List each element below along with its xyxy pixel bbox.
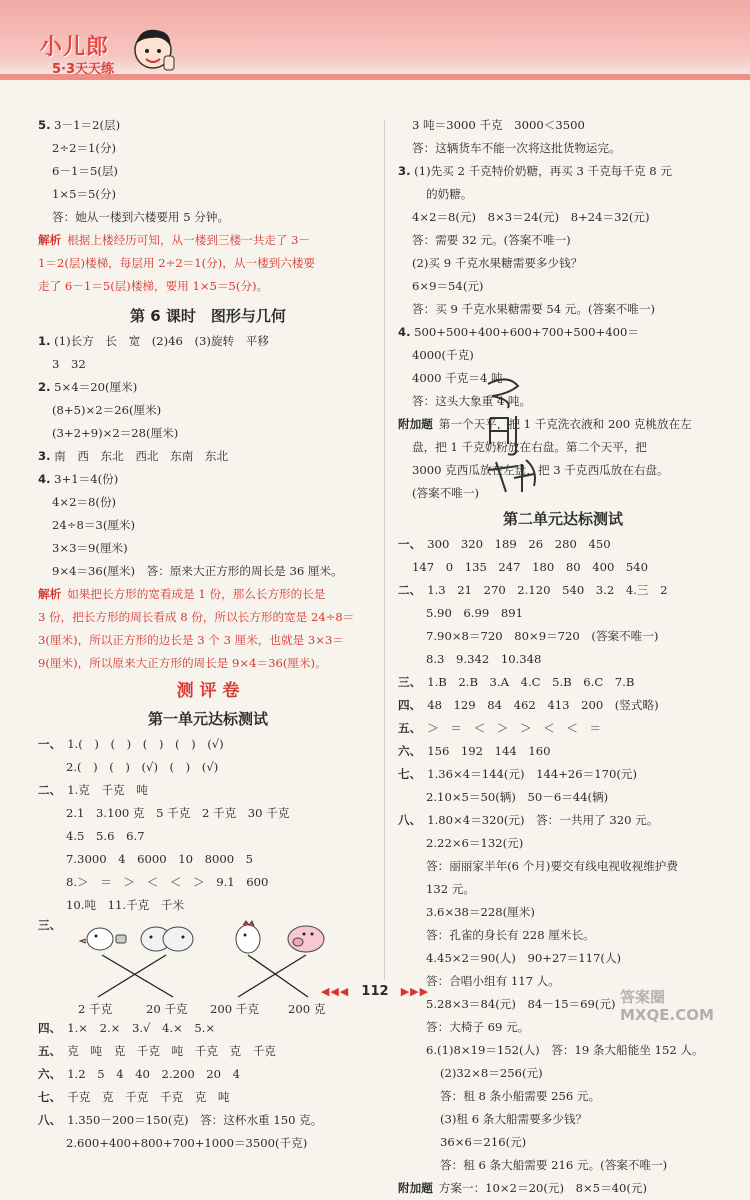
question-number: 三、 — [38, 918, 62, 932]
answer-line: 6×9＝54(元) — [412, 279, 484, 293]
bonus-tag: 附加题 — [398, 1181, 433, 1195]
answer-line: 答：需要 32 元。(答案不唯一) — [412, 233, 571, 247]
answer-line: 答：这头大象重 4 吨。 — [412, 394, 532, 408]
answer-line: 3 32 — [52, 357, 86, 371]
answer-line: 答：合唱小组有 117 人。 — [426, 974, 560, 988]
answer-line: 7.90×8＝720 80×9＝720 (答案不唯一) — [426, 629, 659, 643]
chicken-icon — [236, 921, 260, 953]
answer-line: (3)租 6 条大船需要多少钱？ — [440, 1112, 588, 1126]
answer-line: (8+5)×2＝26(厘米) — [52, 403, 162, 417]
answer-line: (2)32×8＝256(元) — [440, 1066, 543, 1080]
answer-line: 答：租 8 条小船需要 256 元。 — [440, 1089, 601, 1103]
answer-line: 4. 500+500+400+600+700+500+400＝ — [398, 325, 639, 339]
answer-line: 一、 300 320 189 26 280 450 — [398, 537, 611, 551]
analysis-tag: 解析 — [38, 233, 62, 247]
answer-line: 8.＞ ＝ ＞ ＜ ＜ ＞ 9.1 600 — [66, 875, 269, 889]
bonus-line: 附加题 第一个天平，把 1 千克洗衣液和 200 克桃放在左 — [398, 417, 692, 431]
answer-line: 四、 48 129 84 462 413 200 (竖式略) — [398, 698, 659, 712]
answer-line: 五、 ＞ ＝ ＜ ＞ ＞ ＜ ＜ ＝ — [398, 721, 602, 735]
answer-line: 八、 1.350－200＝150(克) 答：这杯水重 150 克。 — [38, 1113, 323, 1127]
unit-heading: 第二单元达标测试 — [502, 510, 623, 528]
answer-line: 一、 1.( ) ( ) ( ) ( ) (√) — [38, 737, 224, 751]
weight-matching-figure — [38, 917, 378, 1017]
answer-line: 四、 1.× 2.× 3.√ 4.× 5.× — [38, 1021, 216, 1035]
answer-line: 八、 1.80×4＝320(元) 答：一共用了 320 元。 — [398, 813, 659, 827]
weight-label: 200 千克 — [210, 1002, 260, 1016]
answer-line: 3. 南 西 东北 西北 东南 东北 — [38, 449, 229, 463]
answer-line: 6.(1)8×19＝152(人) 答：19 条大船能坐 152 人。 — [426, 1043, 704, 1057]
answer-line: 4×2＝8(份) — [52, 495, 117, 509]
answer-line: 3.6×38＝228(厘米) — [426, 905, 535, 919]
answer-line: 4. 3+1＝4(份) — [38, 472, 119, 486]
page-number: 112 — [361, 984, 389, 999]
analysis-line: 3 份，把长方形的周长看成 8 份，所以长方形的宽是 24÷8＝ — [38, 610, 355, 624]
bonus-line: 3000 克西瓜放在左盘，把 3 千克西瓜放在右盘。 — [412, 463, 669, 477]
right-column — [398, 114, 728, 1200]
answer-line: 七、 1.36×4＝144(元) 144+26＝170(元) — [398, 767, 638, 781]
weight-label: 2 千克 — [78, 1002, 113, 1016]
answer-line: 答：这辆货车不能一次将这批货物运完。 — [412, 141, 621, 155]
answer-line: 36×6＝216(元) — [440, 1135, 527, 1149]
answer-line: 9×4＝36(厘米) 答：原来大正方形的周长是 36 厘米。 — [52, 564, 343, 578]
answer-line: 答：丽丽家半年(6 个月)要交有线电视收视维护费 — [426, 859, 678, 873]
answer-line: 4000(千克) — [412, 348, 474, 362]
arrows-right-icon: ▶▶▶ — [400, 985, 430, 998]
answer-line: 4×2＝8(元) 8×3＝24(元) 8+24＝32(元) — [412, 210, 650, 224]
column-divider — [384, 120, 385, 980]
answer-line: 六、 1.2 5 4 40 2.200 20 4 — [38, 1067, 241, 1081]
bonus-tag: 附加题 — [398, 417, 433, 431]
answer-line: 2.22×6＝132(元) — [426, 836, 524, 850]
answer-line: 3. (1)先买 2 千克特价奶糖，再买 3 千克每千克 8 元 — [398, 164, 672, 178]
answer-line: 七、 千克 克 千克 千克 克 吨 — [38, 1090, 230, 1104]
answer-line: 7.3000 4 6000 10 8000 5 — [66, 852, 254, 866]
answer-line: 2.( ) ( ) (√) ( ) (√) — [66, 760, 219, 774]
arrows-left-icon: ◀◀◀ — [320, 985, 350, 998]
lesson-heading: 第 6 课时 图形与几何 — [130, 307, 286, 325]
handwriting-scribble — [478, 374, 548, 494]
answer-line: 132 元。 — [426, 882, 476, 896]
answer-line: 2.10×5＝50(辆) 50－6＝44(辆) — [426, 790, 609, 804]
analysis-line: 走了 6－1＝5(层)楼梯，要用 1×5＝5(分)。 — [38, 279, 269, 293]
weight-label: 200 克 — [288, 1002, 326, 1016]
watermark: 答案圈 MXQE.COM — [620, 988, 714, 1024]
series-name: 5·3天天练 — [52, 62, 115, 77]
weight-label: 20 千克 — [146, 1002, 188, 1016]
bonus-line: 盘，把 1 千克奶粉放在右盘。第二个天平，把 — [412, 440, 648, 454]
answer-line: 答：买 9 千克水果糖需要 54 元。(答案不唯一) — [412, 302, 656, 316]
answer-line: 1×5＝5(分) — [52, 187, 117, 201]
answer-line: 5.90 6.99 891 — [426, 606, 523, 620]
answer-line: 3 吨＝3000 千克 3000＜3500 — [412, 118, 585, 132]
answer-line: 答：大椅子 69 元。 — [426, 1020, 530, 1034]
mascot-boy-icon — [128, 24, 178, 76]
answer-line: 五、 克 吨 克 千克 吨 千克 克 千克 — [38, 1044, 276, 1058]
answer-line: 三、 1.B 2.B 3.A 4.C 5.B 6.C 7.B — [398, 675, 635, 689]
answer-line: 2.600+400+800+700+1000＝3500(千克) — [66, 1136, 308, 1150]
unit-heading: 第一单元达标测试 — [147, 710, 268, 728]
answer-line: 24÷8＝3(厘米) — [52, 518, 136, 532]
analysis-line: 1＝2(层)楼梯，每层用 2÷2＝1(分)，从一楼到六楼要 — [38, 256, 316, 270]
answer-line: 的奶糖。 — [426, 187, 473, 201]
answer-line: 5. 3－1＝2(层) — [38, 118, 121, 132]
answer-line: 4.5 5.6 6.7 — [66, 829, 145, 843]
analysis-tag: 解析 — [38, 587, 62, 601]
answer-line: 二、 1.克 千克 吨 — [38, 783, 148, 797]
bonus-line: 附加题 方案一：10×2＝20(元) 8×5＝40(元) — [398, 1181, 648, 1195]
test-section-title: 测 评 卷 — [176, 681, 240, 701]
pig-icon — [288, 926, 324, 952]
answer-line: 3×3＝9(厘米) — [52, 541, 128, 555]
answer-line: 6－1＝5(层) — [52, 164, 118, 178]
answer-line: (2)买 9 千克水果糖需要多少钱？ — [412, 256, 583, 270]
answer-line: 答：她从一楼到六楼要用 5 分钟。 — [52, 210, 230, 224]
answer-line: 答：孔雀的身长有 228 厘米长。 — [426, 928, 595, 942]
answer-line: 4000 千克＝4 吨 — [412, 371, 503, 385]
answer-line: 2÷2＝1(分) — [52, 141, 117, 155]
answer-line: 六、 156 192 144 160 — [398, 744, 551, 758]
answer-line: 答：租 6 条大船需要 216 元。(答案不唯一) — [440, 1158, 668, 1172]
answer-line: 10.吨 11.千克 千米 — [66, 898, 185, 912]
sheep-pair-icon — [141, 927, 193, 951]
answer-line: 4.45×2＝90(人) 90+27＝117(人) — [426, 951, 622, 965]
answer-line: 2.1 3.100 克 5 千克 2 千克 30 千克 — [66, 806, 290, 820]
analysis-line: 解析 如果把长方形的宽看成是 1 份，那么长方形的长是 — [38, 587, 326, 601]
brand-logo: 小儿郎 — [40, 35, 110, 60]
answer-line: 2. 5×4＝20(厘米) — [38, 380, 138, 394]
bonus-line: (答案不唯一) — [412, 486, 480, 500]
answer-line: 147 0 135 247 180 80 400 540 — [412, 560, 649, 574]
analysis-line: 3(厘米)，所以正方形的边长是 3 个 3 厘米，也就是 3×3＝ — [38, 633, 344, 647]
answer-line: 5.28×3＝84(元) 84－15＝69(元) — [426, 997, 616, 1011]
answer-line: (3+2+9)×2＝28(厘米) — [52, 426, 179, 440]
analysis-line: 9(厘米)，所以原来大正方形的周长是 9×4＝36(厘米)。 — [38, 656, 327, 670]
answer-line: 8.3 9.342 10.348 — [426, 652, 542, 666]
answer-line: 二、 1.3 21 270 2.120 540 3.2 4.三 2 — [398, 583, 668, 597]
analysis-line: 解析 根据上楼经历可知，从一楼到三楼一共走了 3－ — [38, 233, 311, 247]
answer-line: 1. (1)长方 长 宽 (2)46 (3)旋转 平移 — [38, 334, 269, 348]
bird-icon — [80, 928, 126, 950]
